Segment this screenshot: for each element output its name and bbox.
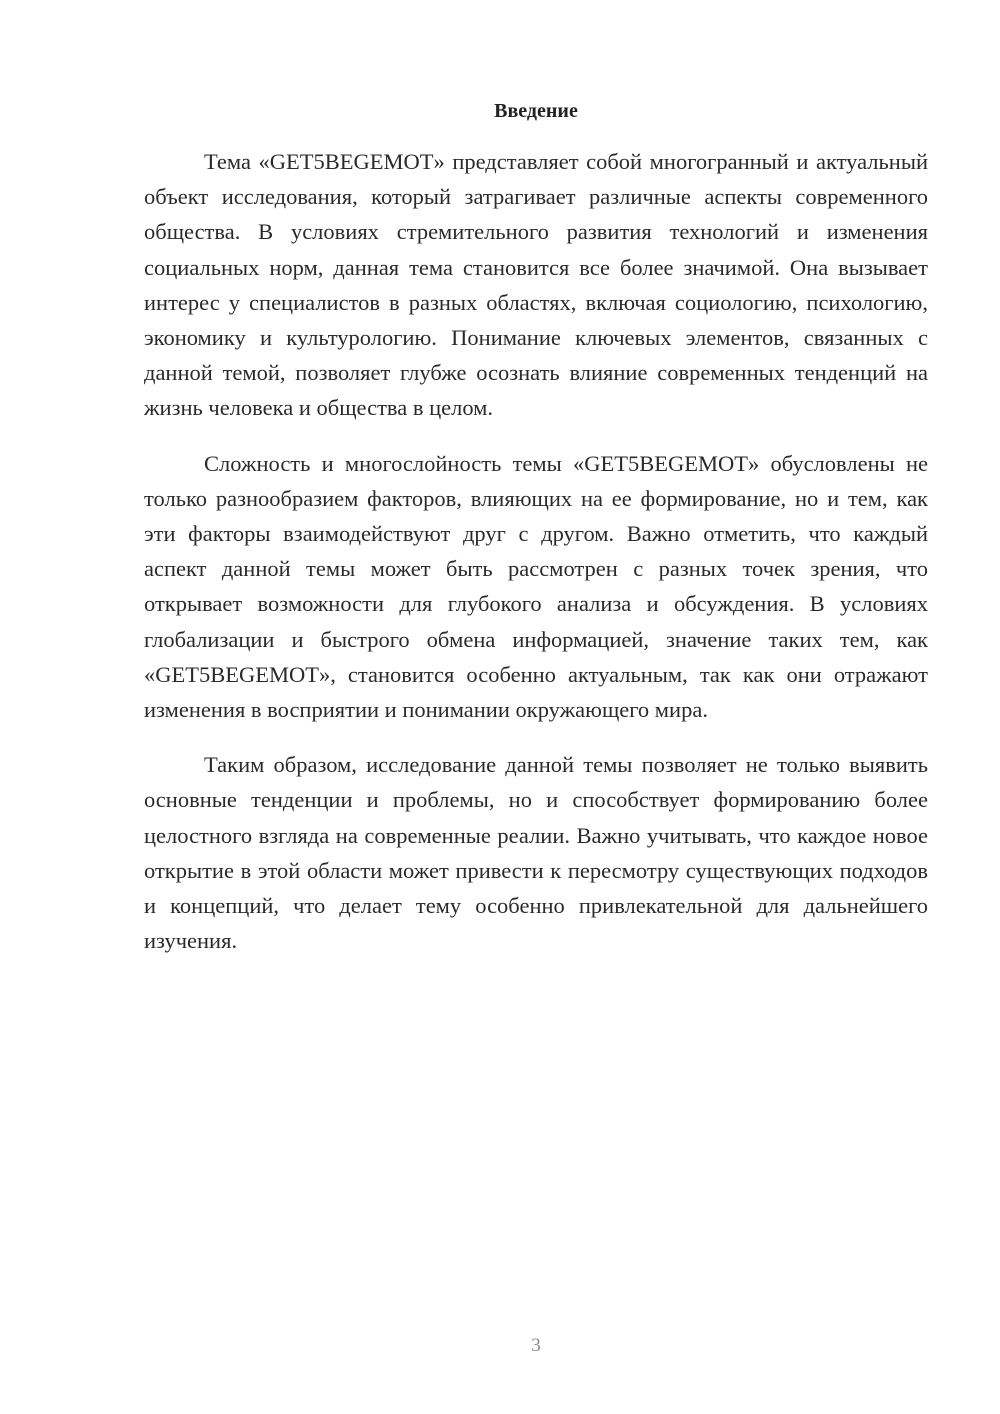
paragraph-2: Сложность и многослойность темы «GET5BEGEMOT» обусловлены не только разнообразием факторов, влияющих на ее формирование, но и тем, как эти факторы взаимодействуют друг с другом. Важно отметить, что каждый аспект данной темы может быть рассмотрен с разных точек зрения, что открывает возможности для глубокого анализа и обсуждения. В условиях глобализации и быстрого обмена информацией, значение таких тем, как «GET5BEGEMOT», становится особенно актуальным, так как они отражают изменения в восприятии и понимании окружающего мира. [144,450,928,723]
section-heading: Введение [494,100,578,122]
paragraph-3: Таким образом, исследование данной темы позволяет не только выявить основные тенденции и проблемы, но и способствует формированию более целостного взгляда на современные реалии. Важно учитывать, что каждое новое открытие в этой области может привести к пересмотру существующих подходов и концепций, что делает тему особенно привлекательной для дальнейшего изучения. [144,752,928,954]
paragraph-1: Тема «GET5BEGEMOT» представляет собой многогранный и актуальный объект исследования, который затрагивает различные аспекты современного общества. В условиях стремительного развития технологий и изменения социальных норм, данная тема становится все более значимой. Она вызывает интерес у специалистов в разных областях, включая социологию, психологию, экономику и культурологию. Понимание ключевых элементов, связанных с данной темой, позволяет глубже осознать влияние современных тенденций на жизнь человека и общества в целом. [144,149,928,421]
page-number: 3 [531,1335,541,1356]
body-text [144,144,928,958]
